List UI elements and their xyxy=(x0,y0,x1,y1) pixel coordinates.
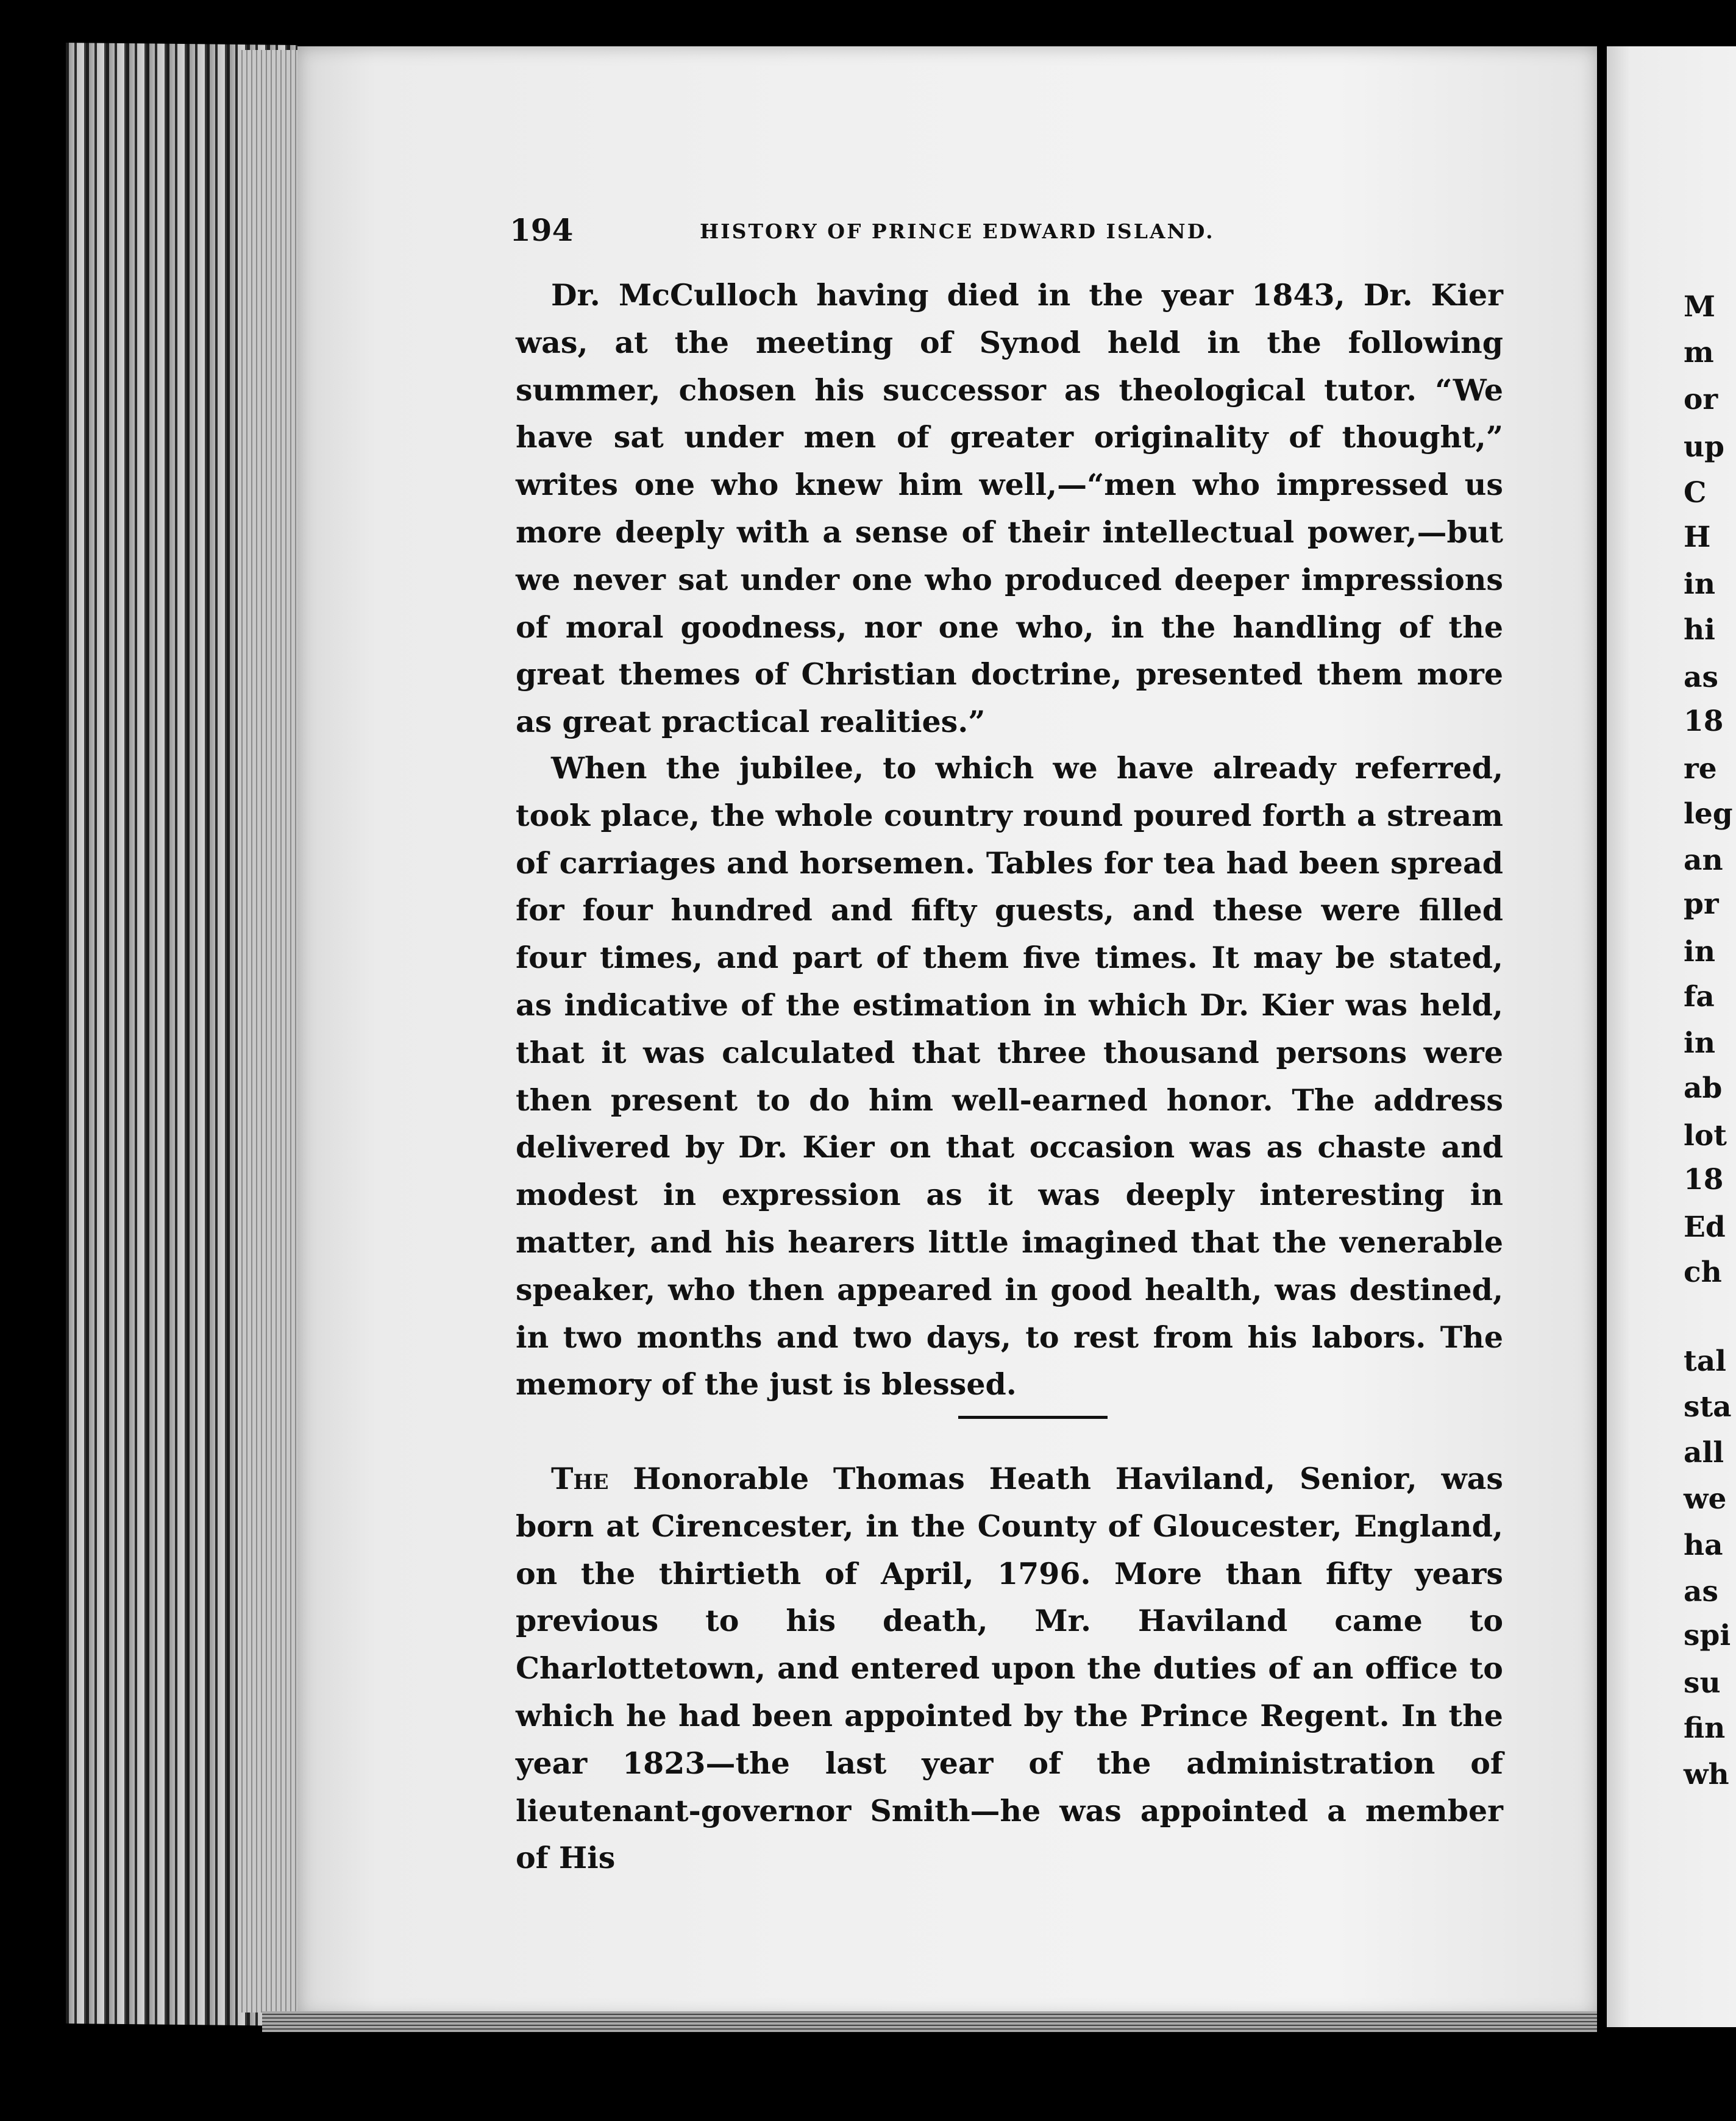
facing-page-fragment: in xyxy=(1684,567,1716,601)
page-number: 194 xyxy=(510,212,574,248)
facing-page-fragment: fin xyxy=(1684,1711,1726,1745)
facing-page-fragment: spi xyxy=(1684,1619,1731,1652)
facing-page-fragment: ab xyxy=(1684,1071,1723,1105)
facing-page-fragment: su xyxy=(1684,1666,1721,1700)
paragraph-mcculloch: Dr. McCulloch having died in the year 1843, Dr. Kier was, at the meeting of Synod held in the following summer, chosen his successor as theological tutor. “We have sat under men of greater originality of thought,” writes one who knew him well,—“men who impressed us more deeply with a sense of their intellectual power,—but we never sat under one who produced deeper impressions of moral goodness, nor one who, in the handling of the great themes of Christian doctrine, presented them more as great practical realities.” xyxy=(516,277,1503,740)
facing-page-fragment: ch xyxy=(1684,1256,1722,1289)
lead-word: The xyxy=(551,1461,609,1496)
paragraph-haviland xyxy=(516,1455,1503,1882)
section-divider xyxy=(958,1416,1108,1419)
facing-page-fragment: re xyxy=(1684,752,1717,786)
facing-page-fragment: m xyxy=(1684,336,1714,369)
facing-page-fragment: wh xyxy=(1684,1758,1729,1791)
facing-page-fragment: in xyxy=(1684,1026,1716,1060)
page-edges-inner xyxy=(238,50,299,2013)
facing-page-fragment: 18 xyxy=(1684,1163,1724,1196)
facing-page-fragment: hi xyxy=(1684,613,1716,647)
running-head: HISTORY OF PRINCE EDWARD ISLAND. xyxy=(700,219,1215,243)
facing-page-fragment: up xyxy=(1684,430,1725,464)
facing-page-fragment: as xyxy=(1684,661,1718,694)
facing-page-fragment: tal xyxy=(1684,1345,1727,1378)
facing-page-fragment: as xyxy=(1684,1575,1718,1608)
facing-page-fragment: or xyxy=(1684,383,1718,416)
facing-page-fragment: sta xyxy=(1684,1390,1732,1424)
paragraph-haviland-text: Honorable Thomas Heath Haviland, Senior, was born at Cirencester, in the County of Gloucester, England, on the thirtieth of April, 1796. More than fifty years previous to his death, Mr. Haviland came to Charlottetown, and entered upon the duties of an office to which he had been appointed by the Prince Regent. In the year 1823—the last year of the administration of lieutenant-governor Smith—he was appointed a member of His xyxy=(516,1461,1503,1876)
page-header xyxy=(510,212,1326,249)
facing-page-fragment: we xyxy=(1684,1482,1727,1516)
paragraph-jubilee: When the jubilee, to which we have already referred, took place, the whole country round poured forth a stream of carriages and horsemen. Tables for tea had been spread for four hundred and fifty guests, and these were filled four times, and part of them five times. It may be stated, as indicative of the estimation in which Dr. Kier was held, that it was calculated that three thousand persons were then present to do him well-earned honor. The address delivered by Dr. Kier on that occasion was as chaste and modest in expression as it was deeply interesting in matter, and his hearers little imagined that the venerable speaker, who then appeared in good health, was destined, in two months and two days, to rest from his labors. The memory of the just is blessed. xyxy=(516,750,1503,1402)
facing-page-fragment: pr xyxy=(1684,887,1719,921)
facing-page-fragment: fa xyxy=(1684,980,1715,1014)
facing-page-fragment: in xyxy=(1684,935,1716,968)
facing-page-fragment: C xyxy=(1684,476,1707,510)
facing-page-fragment: H xyxy=(1684,520,1711,554)
facing-page-fragment: Ed xyxy=(1684,1210,1726,1244)
facing-page-fragment: leg xyxy=(1684,797,1733,831)
book-gutter xyxy=(1597,37,1607,2017)
facing-page-fragment: 18 xyxy=(1684,705,1724,738)
facing-page-fragment: all xyxy=(1684,1436,1724,1469)
facing-page-fragment: ha xyxy=(1684,1529,1723,1562)
facing-page-fragment: M xyxy=(1684,290,1716,324)
facing-page-fragment: an xyxy=(1684,844,1723,877)
facing-page-fragment: lot xyxy=(1684,1119,1727,1153)
page-bottom-edge xyxy=(262,2011,1597,2032)
